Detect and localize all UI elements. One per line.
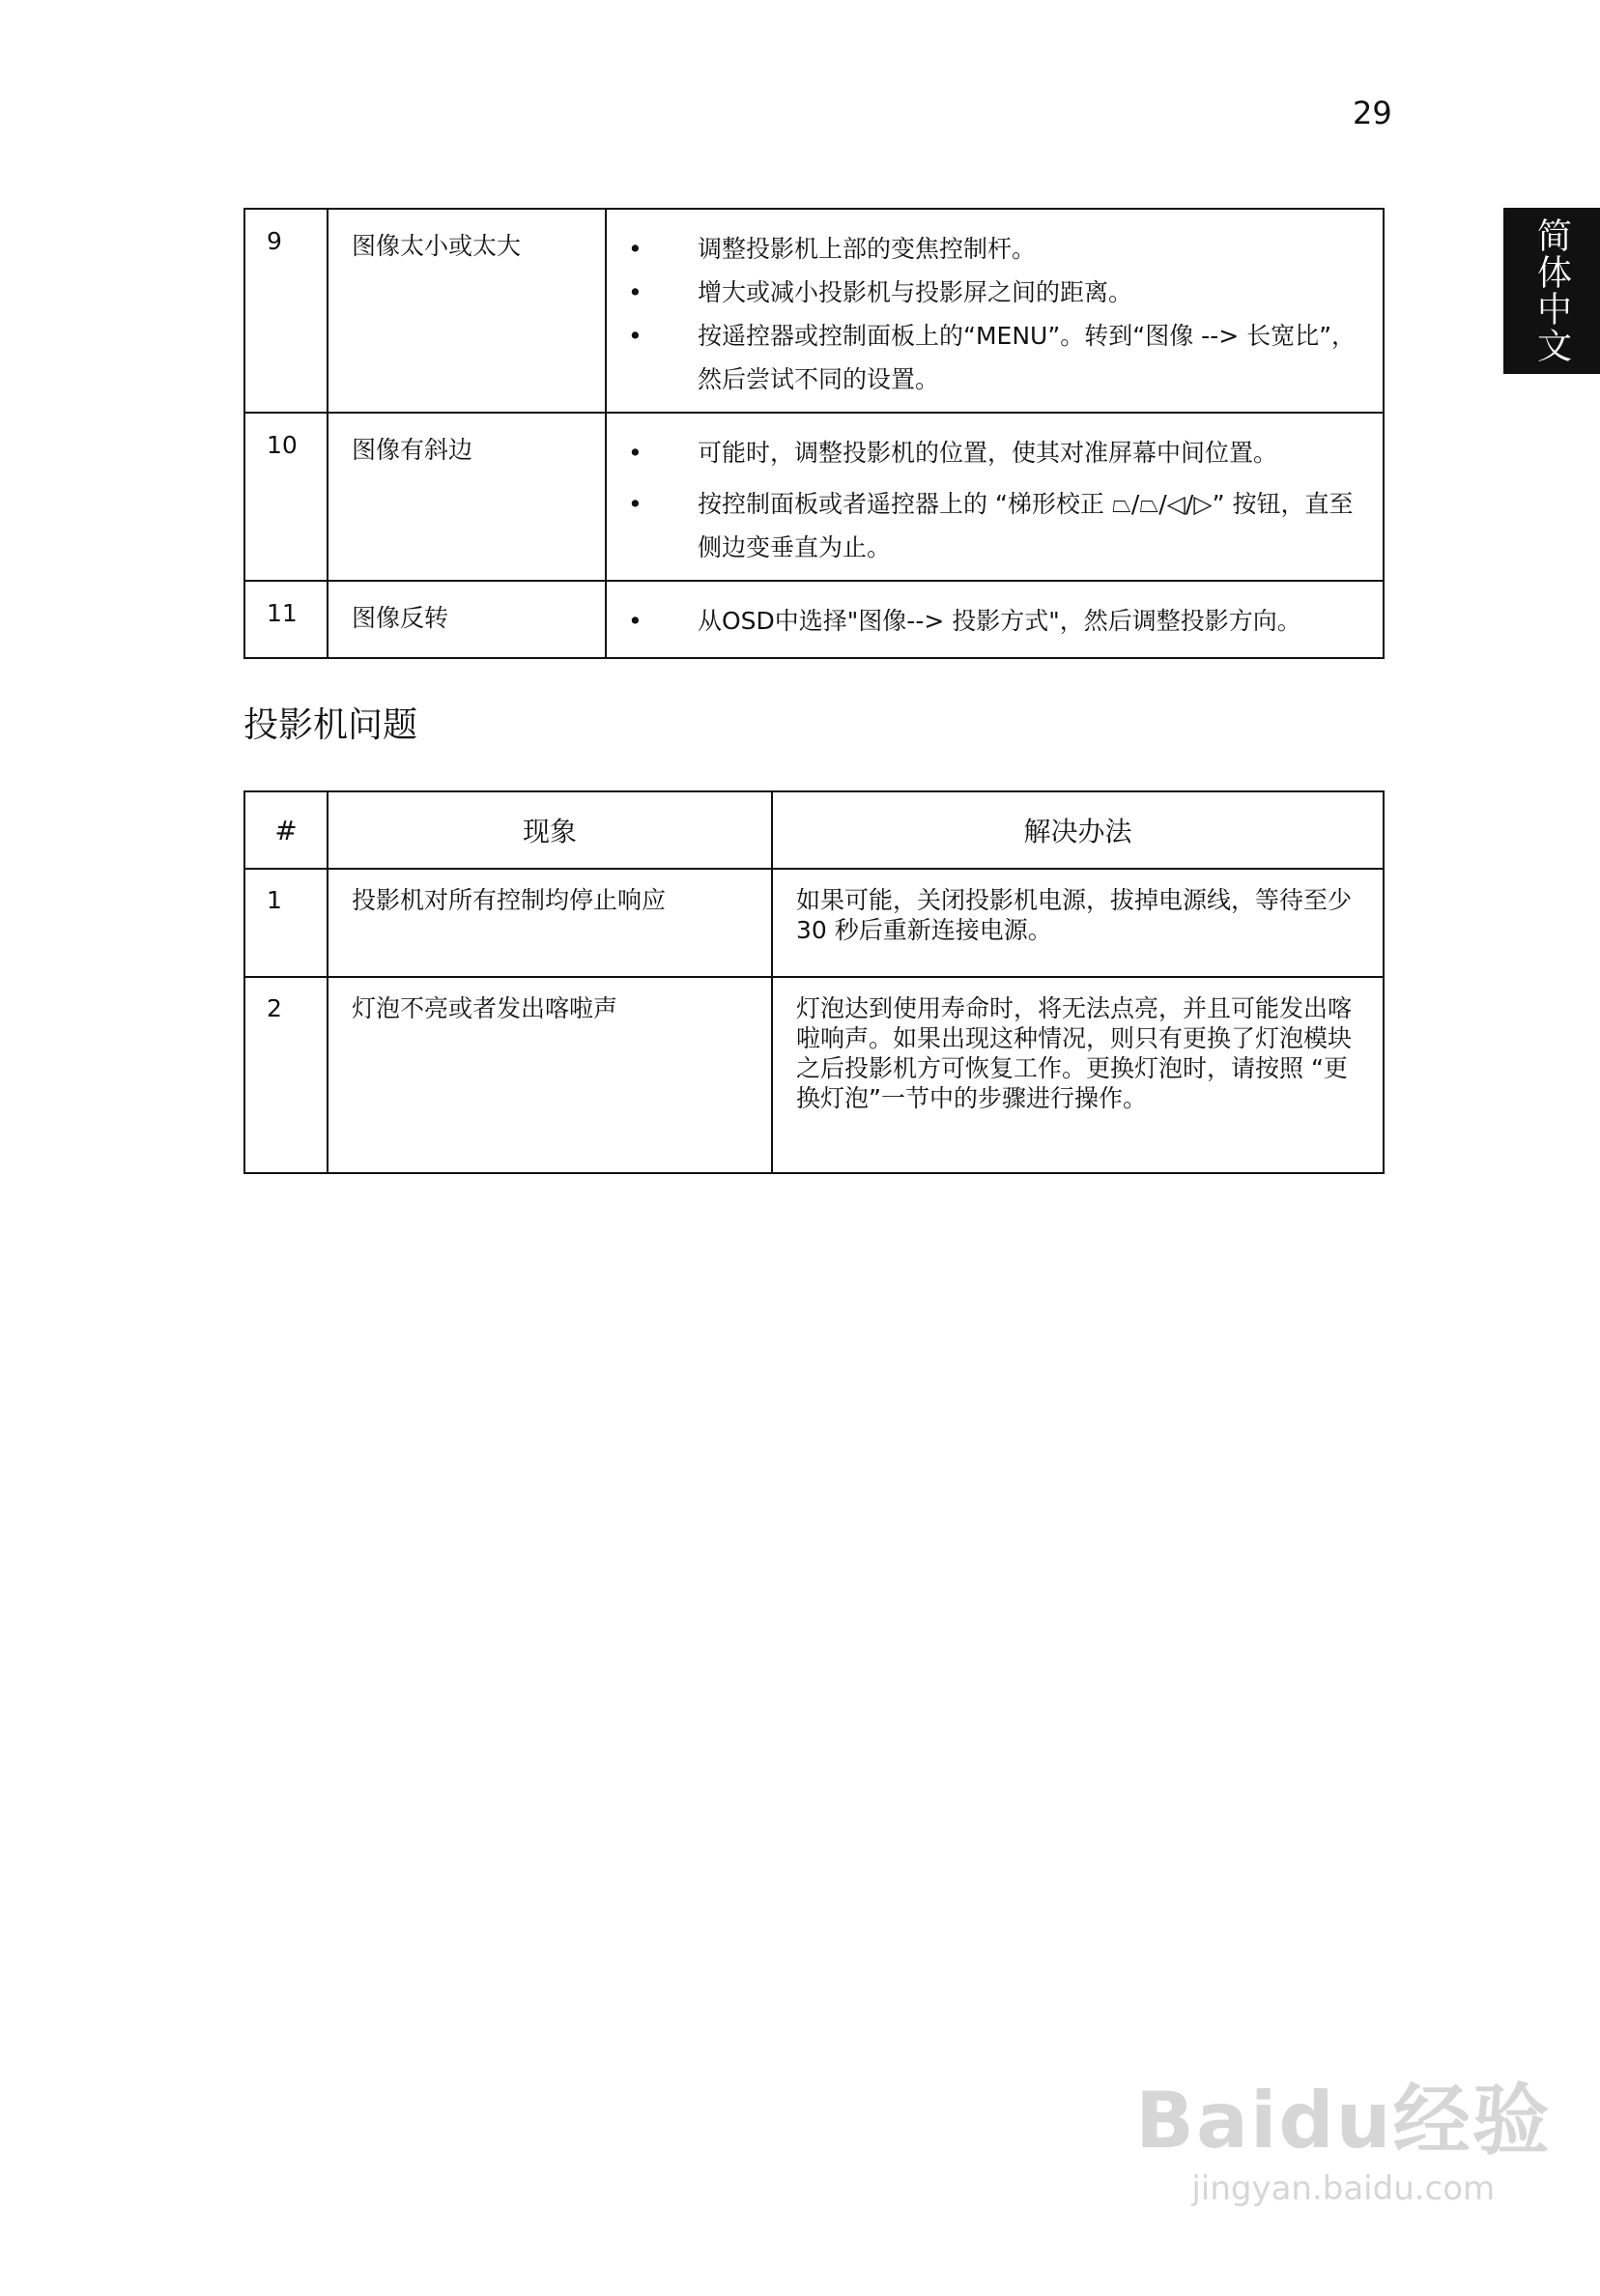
solution-list: [607, 431, 1383, 569]
header-number: #: [244, 791, 328, 869]
list-item: • 按遥控器或控制面板上的“MENU”。转到“图像 --> 长宽比”，然后尝试不同的设置。: [607, 314, 1383, 401]
row-number: 11: [244, 581, 328, 658]
list-item: • 增大或减小投影机与投影屏之间的距离。: [607, 271, 1383, 314]
row-number: 9: [244, 209, 328, 413]
solution-list: [607, 227, 1383, 401]
solution: 如果可能，关闭投影机电源，拔掉电源线，等待至少 30 秒后重新连接电源。: [772, 869, 1384, 977]
header-symptom: 现象: [328, 791, 772, 869]
watermark-brand: Baidu经验: [1135, 2076, 1552, 2166]
table-row: [244, 977, 1384, 1173]
symptom: 投影机对所有控制均停止响应: [328, 869, 772, 977]
symptom: 图像太小或太大: [328, 209, 606, 413]
table-row: [244, 209, 1384, 413]
table-row: [244, 869, 1384, 977]
troubleshooting-table-projector: [243, 790, 1385, 1174]
symptom: 图像有斜边: [328, 413, 606, 581]
list-item: • 可能时，调整投影机的位置，使其对准屏幕中间位置。: [607, 431, 1383, 474]
list-item: • 按控制面板或者遥控器上的 “梯形校正 ⏢/⏢/◁/▷” 按钮，直至侧边变垂直为止。: [607, 482, 1383, 569]
symptom: 灯泡不亮或者发出喀啦声: [328, 977, 772, 1173]
row-number: 10: [244, 413, 328, 581]
header-solution: 解决办法: [772, 791, 1384, 869]
table-row: [244, 581, 1384, 658]
symptom: 图像反转: [328, 581, 606, 658]
language-tab: 简体中文: [1503, 208, 1600, 374]
table-row: [244, 413, 1384, 581]
list-item: • 从OSD中选择"图像--> 投影方式"，然后调整投影方向。: [607, 599, 1383, 643]
solution: 灯泡达到使用寿命时，将无法点亮，并且可能发出喀啦响声。如果出现这种情况，则只有更换了灯泡模块之后投影机方可恢复工作。更换灯泡时，请按照 “更换灯泡”一节中的步骤进行操作。: [772, 977, 1384, 1173]
list-item: • 调整投影机上部的变焦控制杆。: [607, 227, 1383, 271]
row-number: 2: [244, 977, 328, 1173]
page-number: 29: [1353, 95, 1392, 131]
watermark-url: jingyan.baidu.com: [1191, 2169, 1496, 2208]
baidu-watermark: [1135, 2058, 1552, 2208]
row-number: 1: [244, 869, 328, 977]
solution-list: [607, 599, 1383, 643]
table-header: [244, 791, 1384, 869]
section-title: 投影机问题: [243, 705, 418, 745]
troubleshooting-table-image: [243, 208, 1385, 659]
